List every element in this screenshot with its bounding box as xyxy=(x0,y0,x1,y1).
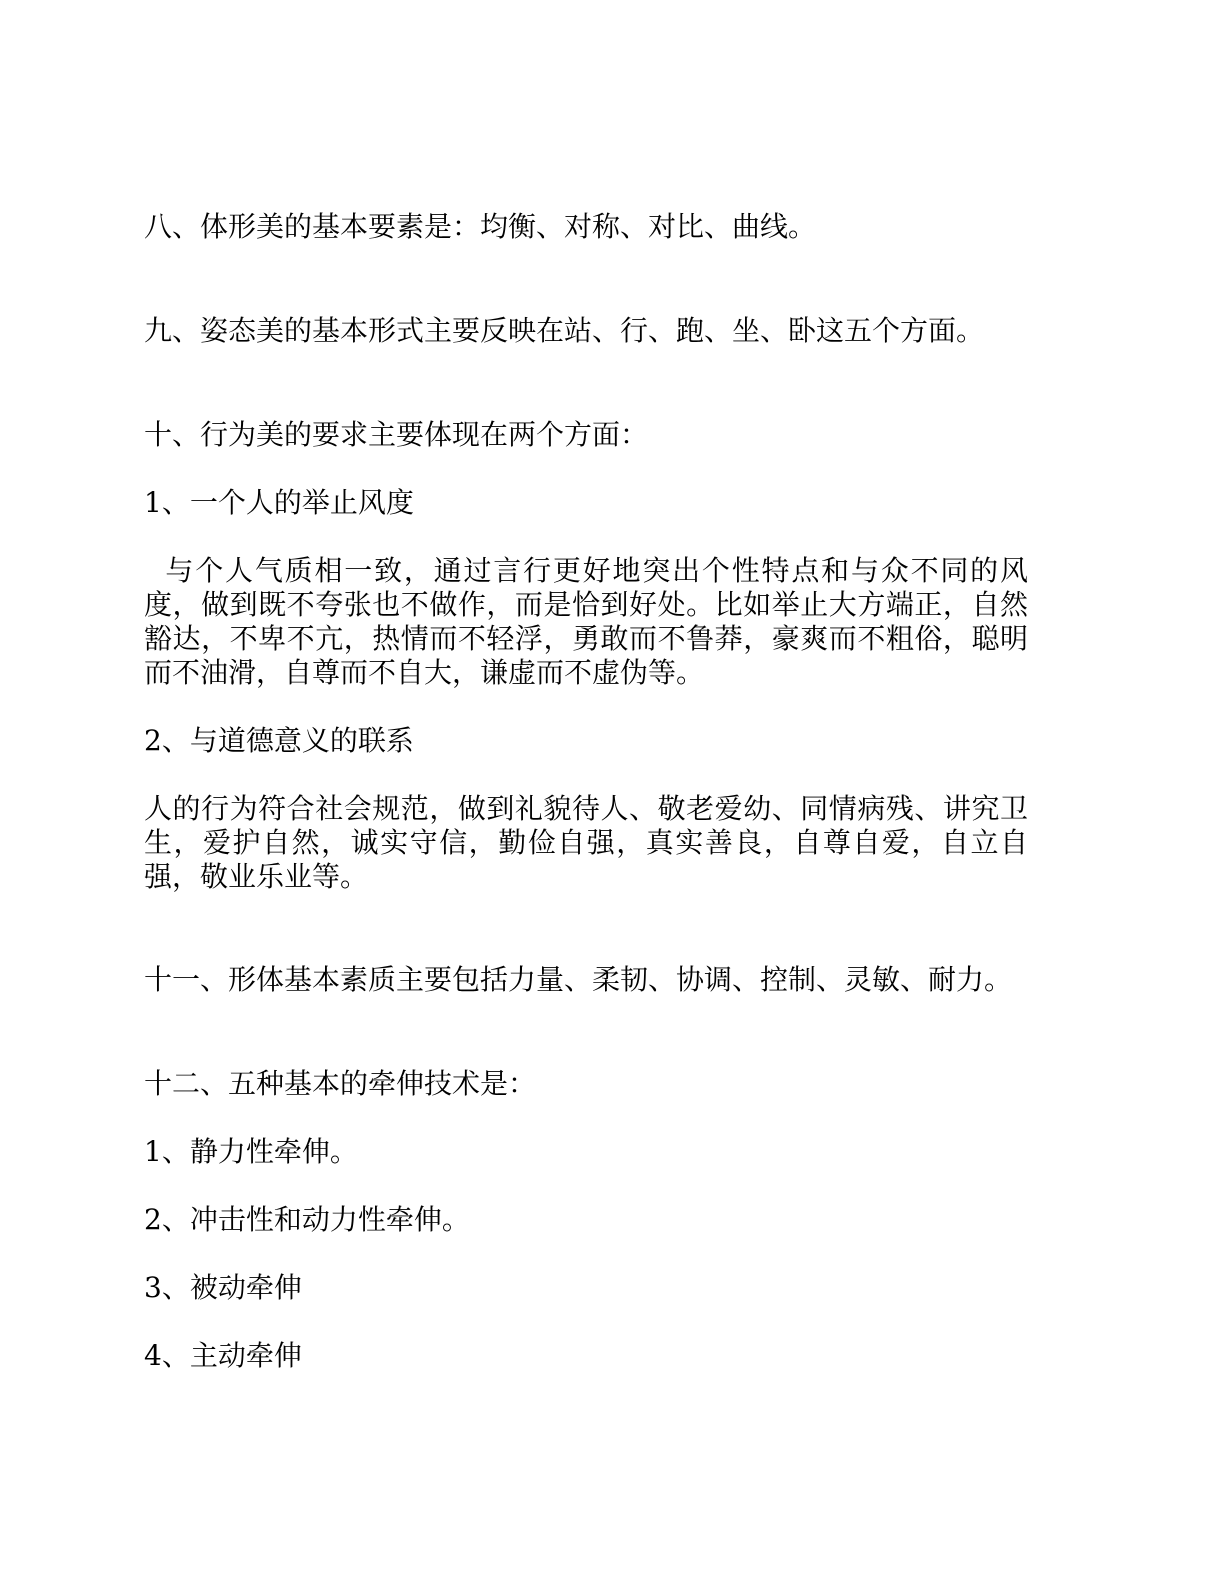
stretch-1: 1、静力性牵伸。 xyxy=(144,1135,358,1168)
stretch-3: 3、被动牵伸 xyxy=(144,1271,302,1304)
item-8-body-shape: 八、体形美的基本要素是：均衡、对称、对比、曲线。 xyxy=(144,210,817,243)
subitem-2-moral: 2、与道德意义的联系 xyxy=(144,724,414,757)
item-11-qualities: 十一、形体基本素质主要包括力量、柔韧、协调、控制、灵敏、耐力。 xyxy=(144,963,1013,996)
stretch-2: 2、冲击性和动力性牵伸。 xyxy=(144,1203,470,1236)
paragraph-demeanor: 与个人气质相一致，通过言行更好地突出个性特点和与众不同的风度，做到既不夸张也不做作，而是恰到好处。比如举止大方端正，自然豁达，不卑不亢，热情而不轻浮，勇敢而不鲁莽，豪爽而不粗俗，聪明而不油滑，自尊而不自大，谦虚而不虚伪等。 xyxy=(144,554,1028,689)
paragraph-moral: 人的行为符合社会规范，做到礼貌待人、敬老爱幼、同情病残、讲究卫生，爱护自然，诚实守信，勤俭自强，真实善良，自尊自爱，自立自强，敬业乐业等。 xyxy=(144,792,1028,893)
stretch-4: 4、主动牵伸 xyxy=(144,1339,302,1372)
item-10-behavior-heading: 十、行为美的要求主要体现在两个方面： xyxy=(144,418,649,451)
item-9-posture: 九、姿态美的基本形式主要反映在站、行、跑、坐、卧这五个方面。 xyxy=(144,314,985,347)
subitem-1-demeanor: 1、一个人的举止风度 xyxy=(144,486,414,519)
item-12-stretching-heading: 十二、五种基本的牵伸技术是： xyxy=(144,1067,537,1100)
